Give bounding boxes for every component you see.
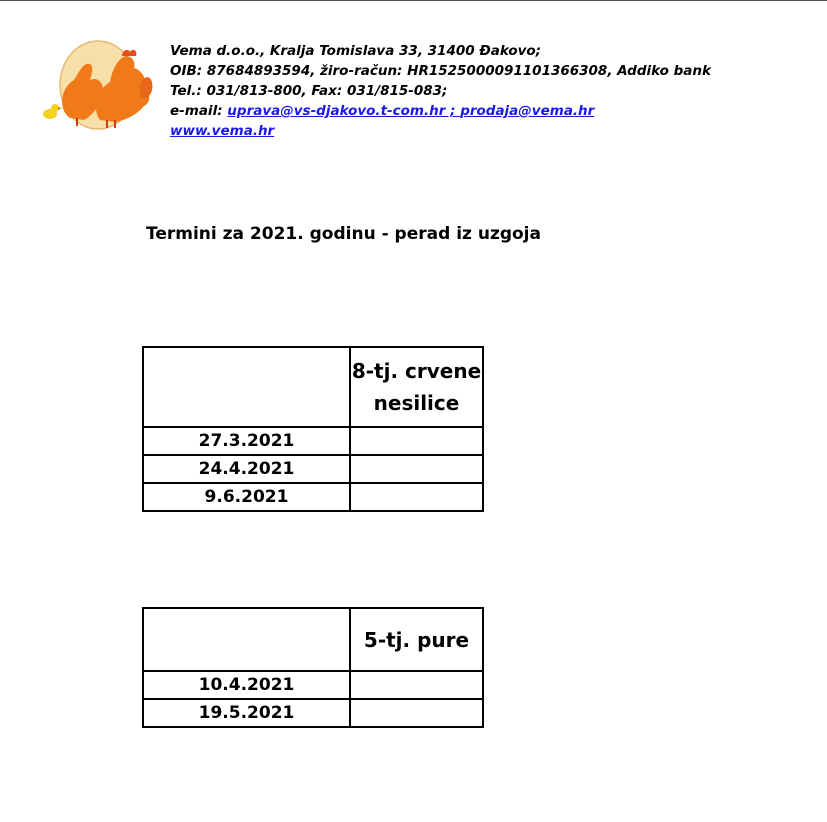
- email-link-uprava[interactable]: uprava@vs-djakovo.t-com.hr: [227, 103, 446, 119]
- empty-cell: [350, 671, 483, 699]
- page-title: Termini za 2021. godinu - perad iz uzgoja: [146, 224, 541, 244]
- empty-cell: [350, 455, 483, 483]
- empty-cell: [350, 483, 483, 511]
- empty-cell: [350, 427, 483, 455]
- date-cell: 24.4.2021: [143, 455, 350, 483]
- schedule-table-pure: [142, 607, 484, 728]
- date-cell: 9.6.2021: [143, 483, 350, 511]
- column-header-nesilice: 8-tj. crvene nesilice: [350, 347, 483, 427]
- company-phone-fax: Tel.: 031/813-800, Fax: 031/815-083;: [170, 83, 448, 99]
- table-row: [143, 483, 483, 511]
- vema-logo-icon: [40, 40, 155, 132]
- website-link[interactable]: www.vema.hr: [170, 123, 275, 139]
- company-email-line: [170, 101, 810, 121]
- email-separator: ;: [445, 103, 461, 119]
- company-website-line: [170, 121, 810, 141]
- date-cell: 27.3.2021: [143, 427, 350, 455]
- table-header-row: [143, 347, 483, 427]
- table-row: [143, 455, 483, 483]
- date-cell: 10.4.2021: [143, 671, 350, 699]
- table-header-row: [143, 608, 483, 671]
- email-link-prodaja[interactable]: prodaja@vema.hr: [460, 103, 595, 119]
- schedule-table-nesilice: [142, 346, 484, 512]
- email-label: e-mail:: [170, 103, 228, 119]
- company-address: Vema d.o.o., Kralja Tomislava 33, 31400 Đakovo;: [170, 43, 542, 59]
- date-cell: 19.5.2021: [143, 699, 350, 727]
- column-header-pure: 5-tj. pure: [350, 608, 483, 671]
- table-row: [143, 427, 483, 455]
- company-header: [170, 41, 810, 141]
- table-row: [143, 671, 483, 699]
- empty-header-cell: [143, 608, 350, 671]
- table-row: [143, 699, 483, 727]
- empty-cell: [350, 699, 483, 727]
- empty-header-cell: [143, 347, 350, 427]
- top-border-line: [0, 0, 827, 1]
- company-bank-info: OIB: 87684893594, žiro-račun: HR1525000091101366308, Addiko bank: [170, 63, 711, 79]
